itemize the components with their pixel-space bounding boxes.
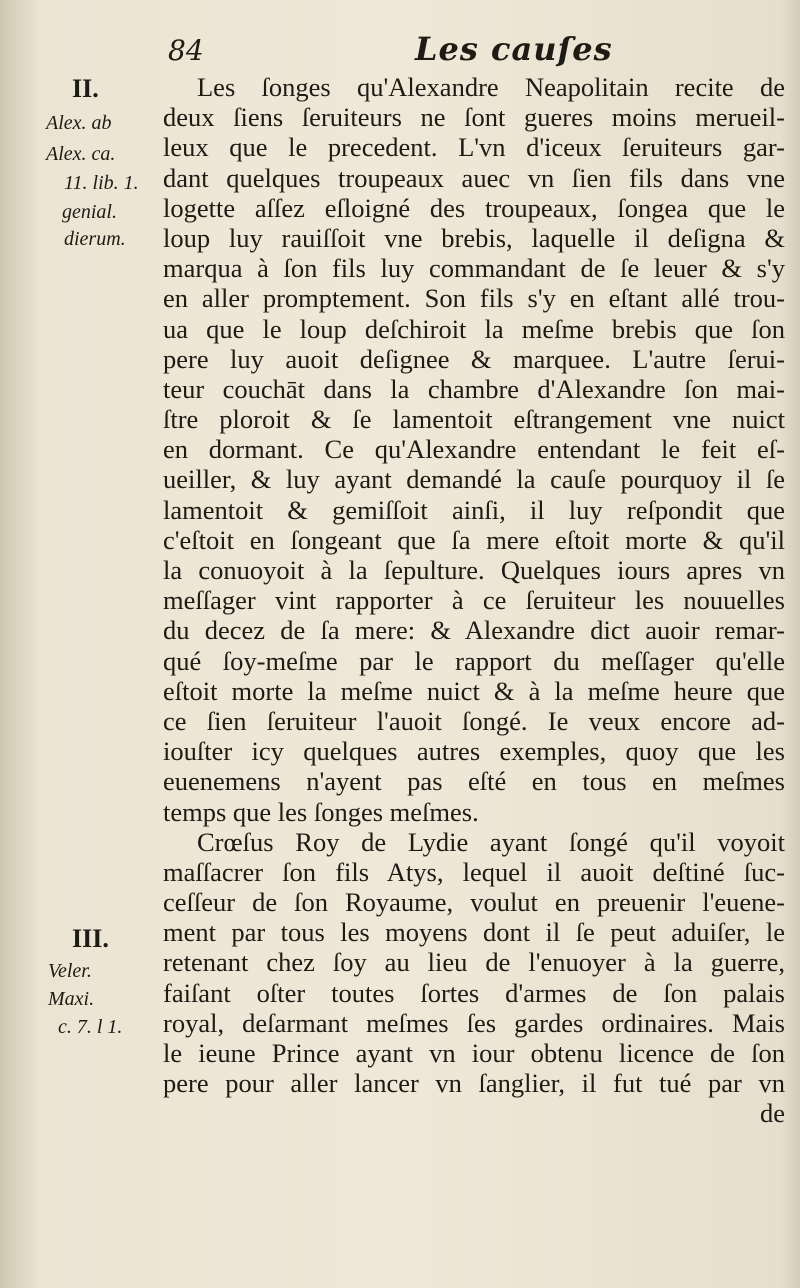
text-line: meſſager vint rapporter à ce ſeruiteur les nouuelles: [163, 585, 785, 616]
page-header: [0, 30, 800, 74]
text-line: ua que le loup deſchiroit la meſme brebis que ſon: [163, 313, 785, 344]
text-line: ceſſeur de ſon Royaume, voulut en preuenir l'euene-: [163, 887, 785, 918]
text-line: logette aſſez eſloigné des troupeaux, ſongea que le: [163, 192, 785, 223]
margin-note-line: genial.: [62, 201, 117, 223]
text-line: pere pour aller lancer vn ſanglier, il fut tué par vn: [163, 1068, 785, 1099]
text-line: marqua à ſon fils luy commandant de ſe leuer & s'y: [163, 253, 785, 284]
text-line: en aller promptement. Son fils s'y en eſtant allé trou-: [163, 283, 785, 314]
margin-note-line: Veler.: [48, 960, 92, 982]
catchword: de: [759, 1098, 785, 1129]
text-line: leux que le precedent. L'vn d'iceux ſeruiteurs gar-: [163, 132, 785, 163]
text-line: dant quelques troupeaux auec vn ſien fils dans vne: [163, 162, 785, 193]
text-line: la conuoyoit à la ſepulture. Quelques iours apres vn: [163, 555, 785, 585]
text-line: faiſant oſter toutes ſortes d'armes de ſon palais: [163, 977, 785, 1008]
text-line: qué ſoy-meſme par le rapport du meſſager qu'elle: [163, 645, 785, 676]
text-line: eſtoit morte la meſme nuict & à la meſme heure que: [163, 675, 785, 706]
running-head: Les cauſes: [415, 30, 613, 68]
text-line: loup luy rauiſſoit vne brebis, laquelle il deſigna &: [163, 222, 785, 253]
text-line: deux ſiens ſeruiteurs ne ſont gueres moins merueil-: [163, 102, 785, 133]
text-line: temps que les ſonges meſmes.: [163, 796, 479, 827]
text-line: pere luy auoit deſignee & marquee. L'autre ſerui-: [163, 343, 785, 374]
margin-note-line: dierum.: [64, 228, 126, 250]
page-number: 84: [168, 34, 204, 67]
text-line: le ieune Prince ayant vn iour obtenu licence de ſon: [163, 1038, 785, 1068]
text-line: du decez de ſa mere: & Alexandre dict auoir remar-: [163, 615, 785, 646]
text-line: en dormant. Ce qu'Alexandre entendant le feit eſ-: [163, 434, 785, 465]
margin-note-line: c. 7. l 1.: [58, 1016, 123, 1038]
text-line: c'eſtoit en ſongeant que ſa mere eſtoit morte & qu'il: [163, 524, 785, 555]
text-line: royal, deſarmant meſmes ſes gardes ordinaires. Mais: [163, 1007, 785, 1038]
section-number-3: III.: [72, 924, 109, 953]
text-line: euenemens n'ayent pas eſté en tous en meſmes: [163, 766, 785, 797]
margin-note-line: Alex. ab: [46, 112, 112, 134]
margin-note-line: Maxi.: [48, 988, 95, 1010]
text-line: ment par tous les moyens dont il ſe peut aduiſer, le: [163, 917, 785, 948]
text-line: Crœſus Roy de Lydie ayant ſongé qu'il voyoit: [197, 826, 785, 857]
margin-note-line: 11. lib. 1.: [64, 172, 139, 194]
text-line: retenant chez ſoy au lieu de l'enuoyer à la guerre,: [163, 947, 785, 978]
text-line: lamentoit & gemiſſoit ainſi, il luy reſpondit que: [163, 494, 785, 525]
text-line: ueiller, & luy ayant demandé la cauſe pourquoy il ſe: [163, 464, 785, 495]
section-number-2: II.: [72, 74, 99, 103]
margin-note-line: Alex. ca.: [46, 143, 116, 165]
text-line: iouſter icy quelques autres exemples, quoy que les: [163, 736, 785, 767]
text-line: teur couchāt dans la chambre d'Alexandre ſon mai-: [163, 373, 785, 404]
body-text: [163, 72, 785, 1129]
text-line: maſſacrer ſon fils Atys, lequel il auoit deſtiné ſuc-: [163, 856, 785, 887]
text-line: ce ſien ſeruiteur l'auoit ſongé. Ie veux encore ad-: [163, 705, 785, 736]
text-line: Les ſonges qu'Alexandre Neapolitain recite de: [197, 72, 785, 102]
text-line: ſtre ploroit & ſe lamentoit eſtrangement vne nuict: [163, 404, 785, 435]
